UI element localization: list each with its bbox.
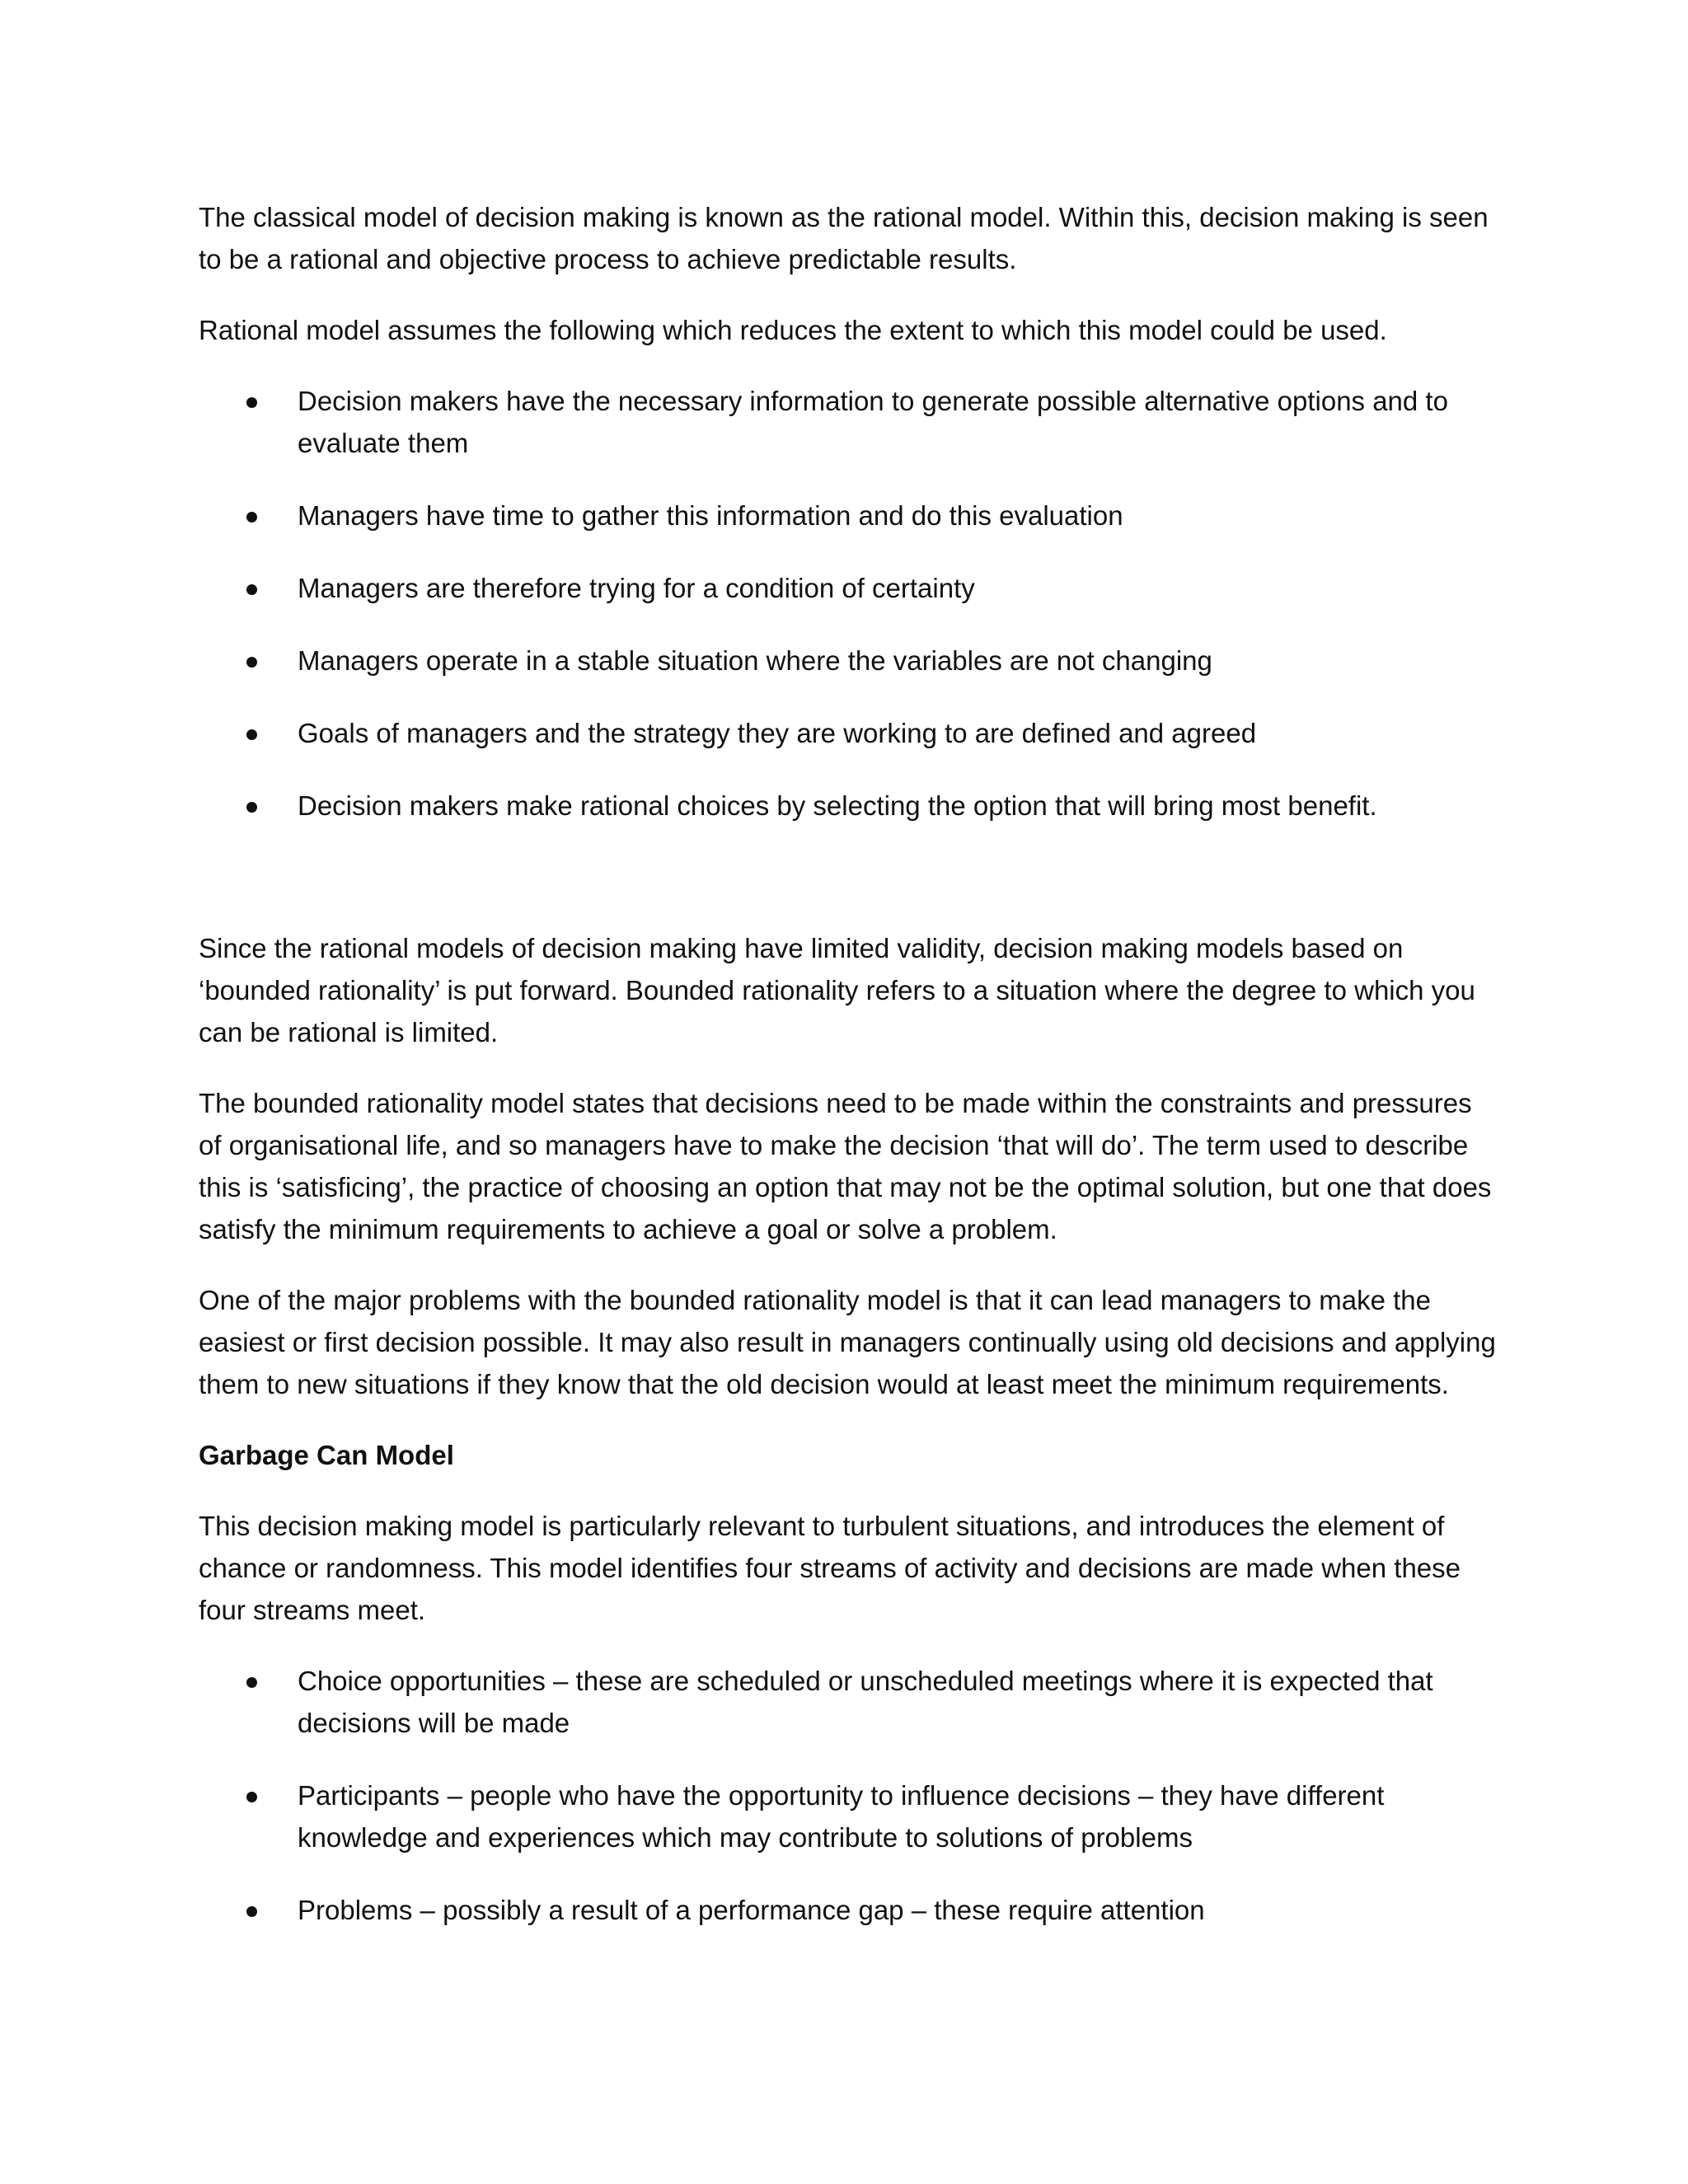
list-item-text: Decision makers have the necessary information to generate possible alternative options and to evaluate them <box>298 386 1448 458</box>
garbage-can-streams-list <box>199 1660 1501 1931</box>
list-item-text: Managers operate in a stable situation where the variables are not changing <box>298 645 1212 676</box>
list-item <box>199 494 1501 537</box>
list-item <box>199 1889 1501 1931</box>
list-item <box>199 712 1501 754</box>
bullet-icon <box>246 397 257 408</box>
bullet-icon <box>246 802 257 813</box>
bullet-icon <box>246 657 257 668</box>
section-heading-garbage-can: Garbage Can Model <box>199 1440 454 1470</box>
bullet-icon <box>246 729 257 740</box>
paragraph-garbage-can-intro: This decision making model is particularly relevant to turbulent situations, and introduces the element of chance or randomness. This model identifies four streams of activity and decisions are made when these four streams meet. <box>199 1511 1461 1625</box>
bullet-icon <box>246 1677 257 1688</box>
list-item <box>199 785 1501 827</box>
list-item <box>199 567 1501 609</box>
bullet-icon <box>246 1906 257 1917</box>
paragraph-rational-assumptions: Rational model assumes the following which reduces the extent to which this model could be used. <box>199 315 1387 345</box>
list-item-text: Managers are therefore trying for a condition of certainty <box>298 573 975 603</box>
bullet-icon <box>246 512 257 523</box>
list-item <box>199 1774 1501 1858</box>
list-item-text: Participants – people who have the opportunity to influence decisions – they have different knowledge and experiences which may contribute to solutions of problems <box>298 1780 1385 1853</box>
paragraph-bounded-problems: One of the major problems with the bounded rationality model is that it can lead managers to make the easiest or first decision possible. It may also result in managers continually using old decisions and applying them to new situations if they know that the old decision would at least meet the minimum requirements. <box>199 1285 1496 1399</box>
list-item-text: Problems – possibly a result of a performance gap – these require attention <box>298 1895 1205 1925</box>
bullet-icon <box>246 1792 257 1802</box>
list-item-text: Goals of managers and the strategy they are working to are defined and agreed <box>298 718 1257 748</box>
bullet-icon <box>246 584 257 595</box>
document-body <box>199 196 1501 1961</box>
rational-assumptions-list <box>199 380 1501 827</box>
list-item <box>199 640 1501 682</box>
list-item-text: Managers have time to gather this information and do this evaluation <box>298 500 1123 531</box>
paragraph-bounded-rationality: Since the rational models of decision making have limited validity, decision making models based on ‘bounded rationality’ is put forward. Bounded rationality refers to a situation where the degree to which you can be rational is limited. <box>199 933 1475 1047</box>
list-item <box>199 1660 1501 1744</box>
paragraph-rational-model: The classical model of decision making is known as the rational model. Within this, decision making is seen to be a rational and objective process to achieve predictable results. <box>199 202 1489 274</box>
section-gap <box>199 857 1501 927</box>
list-item <box>199 380 1501 464</box>
list-item-text: Choice opportunities – these are scheduled or unscheduled meetings where it is expected that decisions will be made <box>298 1666 1433 1738</box>
paragraph-satisficing: The bounded rationality model states that decisions need to be made within the constraints and pressures of organisational life, and so managers have to make the decision ‘that will do’. The term used to describe this is ‘satisficing’, the practice of choosing an option that may not be the optimal solution, but one that does satisfy the minimum requirements to achieve a goal or solve a problem. <box>199 1088 1492 1244</box>
list-item-text: Decision makers make rational choices by selecting the option that will bring most benefit. <box>298 790 1377 821</box>
